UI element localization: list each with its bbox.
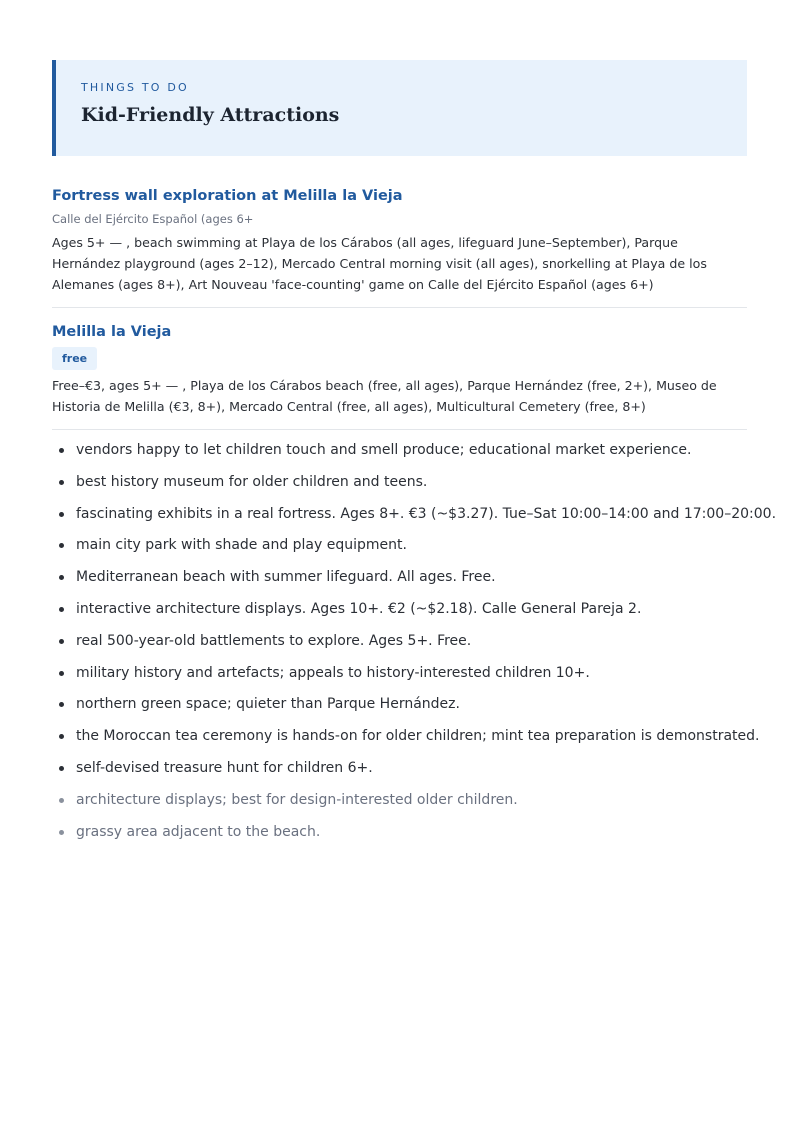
list-item-text: the Moroccan tea ceremony is hands-on for older children; mint tea preparation is demonstrated.: [76, 728, 760, 745]
list-item: [52, 694, 747, 714]
list-item: [52, 822, 747, 842]
tips-list: [52, 440, 777, 842]
list-item-text: self-devised treasure hunt for children 6+.: [76, 759, 373, 776]
bullet-dot-icon: [59, 734, 64, 739]
list-item: [52, 599, 747, 619]
list-item-text: fascinating exhibits in a real fortress. Ages 8+. €3 (~$3.27). Tue–Sat 10:00–14:00 and 17:00–20:00.: [76, 505, 777, 522]
bullet-dot-icon: [59, 798, 64, 803]
bullet-dot-icon: [59, 766, 64, 771]
entry-title: Melilla la Vieja: [52, 324, 172, 340]
bullet-dot-icon: [59, 607, 64, 612]
list-item: [52, 726, 760, 746]
section-header: [52, 60, 747, 156]
list-item-text: architecture displays; best for design-interested older children.: [76, 791, 518, 808]
list-item-text: grassy area adjacent to the beach.: [76, 823, 321, 840]
list-item-text: main city park with shade and play equipment.: [76, 537, 407, 554]
list-item: [52, 535, 747, 555]
bullet-dot-icon: [59, 480, 64, 485]
list-item-text: interactive architecture displays. Ages 10+. €2 (~$2.18). Calle General Pareja 2.: [76, 600, 642, 617]
list-item: [52, 440, 747, 460]
entry-title: Fortress wall exploration at Melilla la Vieja: [52, 188, 403, 204]
bullet-dot-icon: [59, 830, 64, 835]
bullet-dot-icon: [59, 543, 64, 548]
bullet-dot-icon: [59, 512, 64, 517]
attraction-entry: [52, 173, 747, 295]
list-item-text: real 500-year-old battlements to explore. Ages 5+. Free.: [76, 632, 472, 649]
price-badge: free: [52, 347, 97, 370]
list-item-text: military history and artefacts; appeals to history-interested children 10+.: [76, 664, 590, 681]
section-eyebrow: THINGS TO DO: [81, 81, 189, 94]
bullet-dot-icon: [59, 639, 64, 644]
divider: [52, 429, 747, 430]
list-item: [52, 758, 747, 778]
list-item: [52, 663, 747, 683]
attraction-entry: [52, 308, 747, 417]
bullet-dot-icon: [59, 671, 64, 676]
list-item: [52, 790, 747, 810]
bullet-dot-icon: [59, 448, 64, 453]
list-item-text: northern green space; quieter than Parque Hernández.: [76, 696, 460, 713]
list-item: [52, 567, 747, 587]
list-item-text: Mediterranean beach with summer lifeguard. All ages. Free.: [76, 569, 496, 586]
page-title: Kid-Friendly Attractions: [81, 104, 340, 126]
list-item: [52, 631, 747, 651]
entry-address: Calle del Ejército Español (ages 6+: [52, 212, 254, 226]
bullet-dot-icon: [59, 575, 64, 580]
entry-description: Ages 5+ — , beach swimming at Playa de los Cárabos (all ages, lifeguard June–September), Parque Hernández playground (ages 2–12), Mercado Central morning visit (all ages), snorkelling at Playa de los Alemanes (ages 8+), Art Nouveau 'face-counting' game on Calle del Ejército Español (ages 6+): [52, 235, 707, 292]
entry-description: Free–€3, ages 5+ — , Playa de los Cárabos beach (free, all ages), Parque Hernández (free, 2+), Museo de Historia de Melilla (€3, 8+), Mercado Central (free, all ages), Multicultural Cemetery (free, 8+): [52, 378, 717, 414]
list-item: [52, 504, 777, 524]
list-item: [52, 472, 747, 492]
bullet-dot-icon: [59, 702, 64, 707]
list-item-text: best history museum for older children and teens.: [76, 473, 428, 490]
list-item-text: vendors happy to let children touch and smell produce; educational market experience.: [76, 442, 692, 458]
